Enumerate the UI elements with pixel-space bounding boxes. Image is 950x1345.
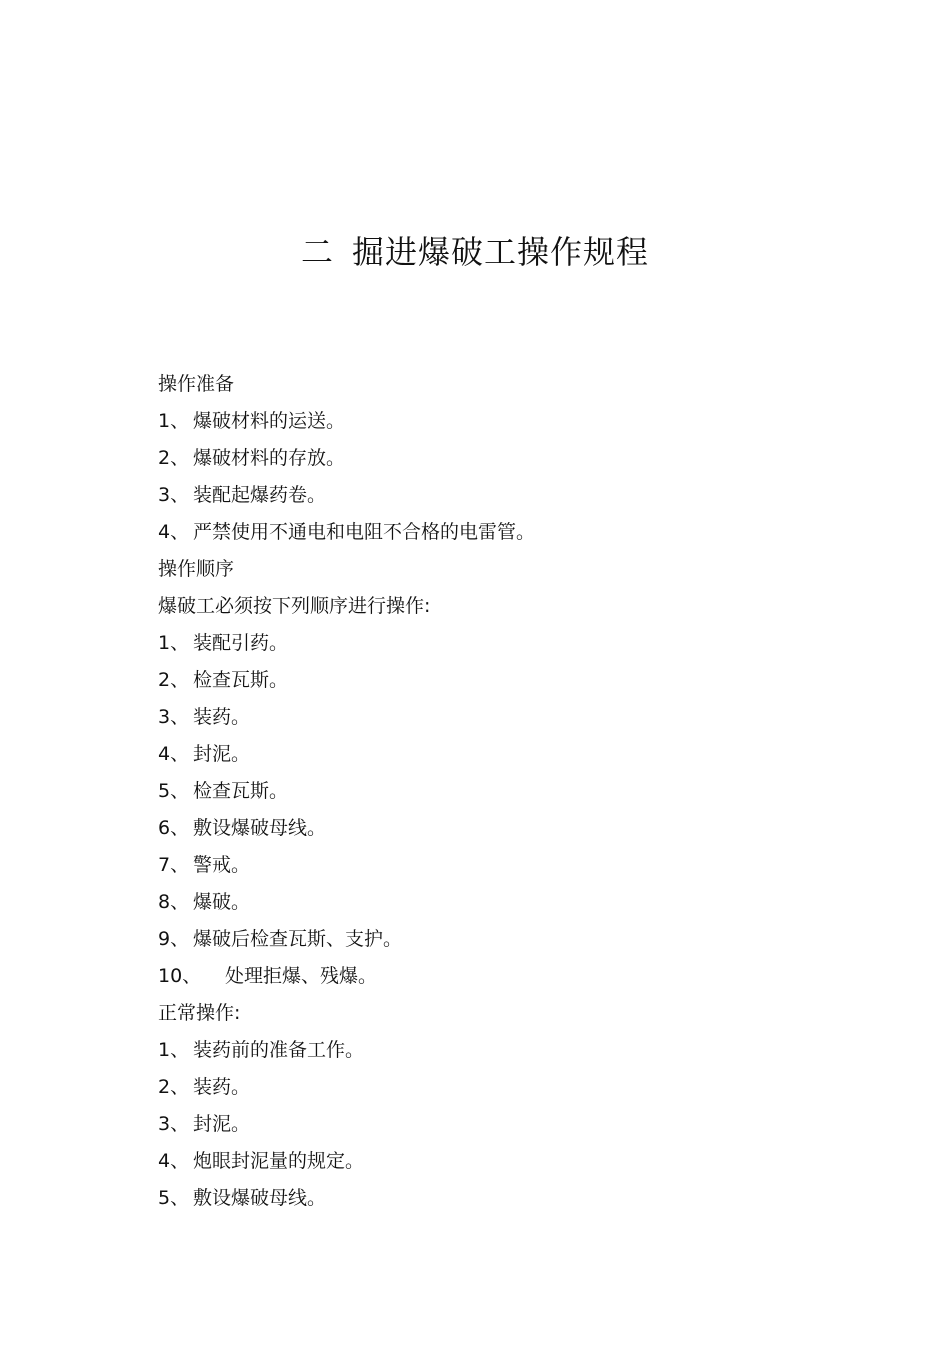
list-item-index: 8、 bbox=[158, 891, 190, 913]
list-item-index: 3、 bbox=[158, 706, 190, 728]
section-heading bbox=[158, 995, 878, 1032]
section-heading bbox=[158, 588, 878, 625]
heading-text: 操作准备 bbox=[158, 373, 235, 395]
title-number: 二 bbox=[300, 233, 334, 271]
list-item-text: 炮眼封泥量的规定。 bbox=[193, 1150, 365, 1172]
section-heading bbox=[158, 551, 878, 588]
list-item-text: 检查瓦斯。 bbox=[193, 780, 289, 802]
list-item bbox=[158, 1143, 878, 1180]
list-item-index: 5、 bbox=[158, 1187, 190, 1209]
section-heading bbox=[158, 366, 878, 403]
list-item-text: 敷设爆破母线。 bbox=[193, 817, 327, 839]
list-item-text: 装药。 bbox=[193, 706, 251, 728]
list-item bbox=[158, 1180, 878, 1217]
list-item bbox=[158, 773, 878, 810]
list-item bbox=[158, 1106, 878, 1143]
list-item bbox=[158, 662, 878, 699]
list-item bbox=[158, 699, 878, 736]
list-item-text: 爆破。 bbox=[193, 891, 251, 913]
heading-text: 操作顺序 bbox=[158, 558, 235, 580]
list-item bbox=[158, 736, 878, 773]
heading-text: 正常操作: bbox=[158, 1002, 241, 1024]
list-item-index: 2、 bbox=[158, 1076, 190, 1098]
list-item bbox=[158, 1032, 878, 1069]
list-item-text: 敷设爆破母线。 bbox=[193, 1187, 327, 1209]
list-item-text: 检查瓦斯。 bbox=[193, 669, 289, 691]
list-item-index: 3、 bbox=[158, 1113, 190, 1135]
list-item-index: 7、 bbox=[158, 854, 190, 876]
list-item bbox=[158, 884, 878, 921]
document-body bbox=[158, 366, 878, 1217]
list-item-index: 1、 bbox=[158, 410, 190, 432]
list-item-index: 10、 bbox=[158, 965, 202, 987]
list-item-index: 5、 bbox=[158, 780, 190, 802]
list-item bbox=[158, 514, 878, 551]
list-item-index: 4、 bbox=[158, 743, 190, 765]
list-item-index: 1、 bbox=[158, 632, 190, 654]
list-item-text: 装药前的准备工作。 bbox=[193, 1039, 365, 1061]
list-item bbox=[158, 440, 878, 477]
list-item bbox=[158, 921, 878, 958]
list-item-index: 1、 bbox=[158, 1039, 190, 1061]
list-item-index: 9、 bbox=[158, 928, 190, 950]
list-item bbox=[158, 1069, 878, 1106]
list-item bbox=[158, 625, 878, 662]
list-item-text: 爆破后检查瓦斯、支护。 bbox=[193, 928, 403, 950]
heading-text: 爆破工必须按下列顺序进行操作: bbox=[158, 595, 431, 617]
list-item-text: 装配引药。 bbox=[193, 632, 289, 654]
list-item-text: 处理拒爆、残爆。 bbox=[225, 965, 378, 987]
list-item-index: 3、 bbox=[158, 484, 190, 506]
list-item-text: 严禁使用不通电和电阻不合格的电雷管。 bbox=[193, 521, 536, 543]
list-item-index: 2、 bbox=[158, 669, 190, 691]
list-item-text: 装配起爆药卷。 bbox=[193, 484, 327, 506]
list-item-text: 警戒。 bbox=[193, 854, 251, 876]
list-item bbox=[158, 477, 878, 514]
list-item-index: 6、 bbox=[158, 817, 190, 839]
title-text: 掘进爆破工操作规程 bbox=[352, 233, 650, 271]
list-item-index: 4、 bbox=[158, 521, 190, 543]
document-title bbox=[0, 226, 950, 278]
list-item-index: 4、 bbox=[158, 1150, 190, 1172]
list-item bbox=[158, 958, 878, 995]
list-item-text: 爆破材料的存放。 bbox=[193, 447, 346, 469]
list-item-text: 爆破材料的运送。 bbox=[193, 410, 346, 432]
list-item bbox=[158, 403, 878, 440]
list-item-text: 封泥。 bbox=[193, 1113, 251, 1135]
list-item-index: 2、 bbox=[158, 447, 190, 469]
list-item bbox=[158, 847, 878, 884]
list-item-text: 封泥。 bbox=[193, 743, 251, 765]
list-item bbox=[158, 810, 878, 847]
list-item-text: 装药。 bbox=[193, 1076, 251, 1098]
